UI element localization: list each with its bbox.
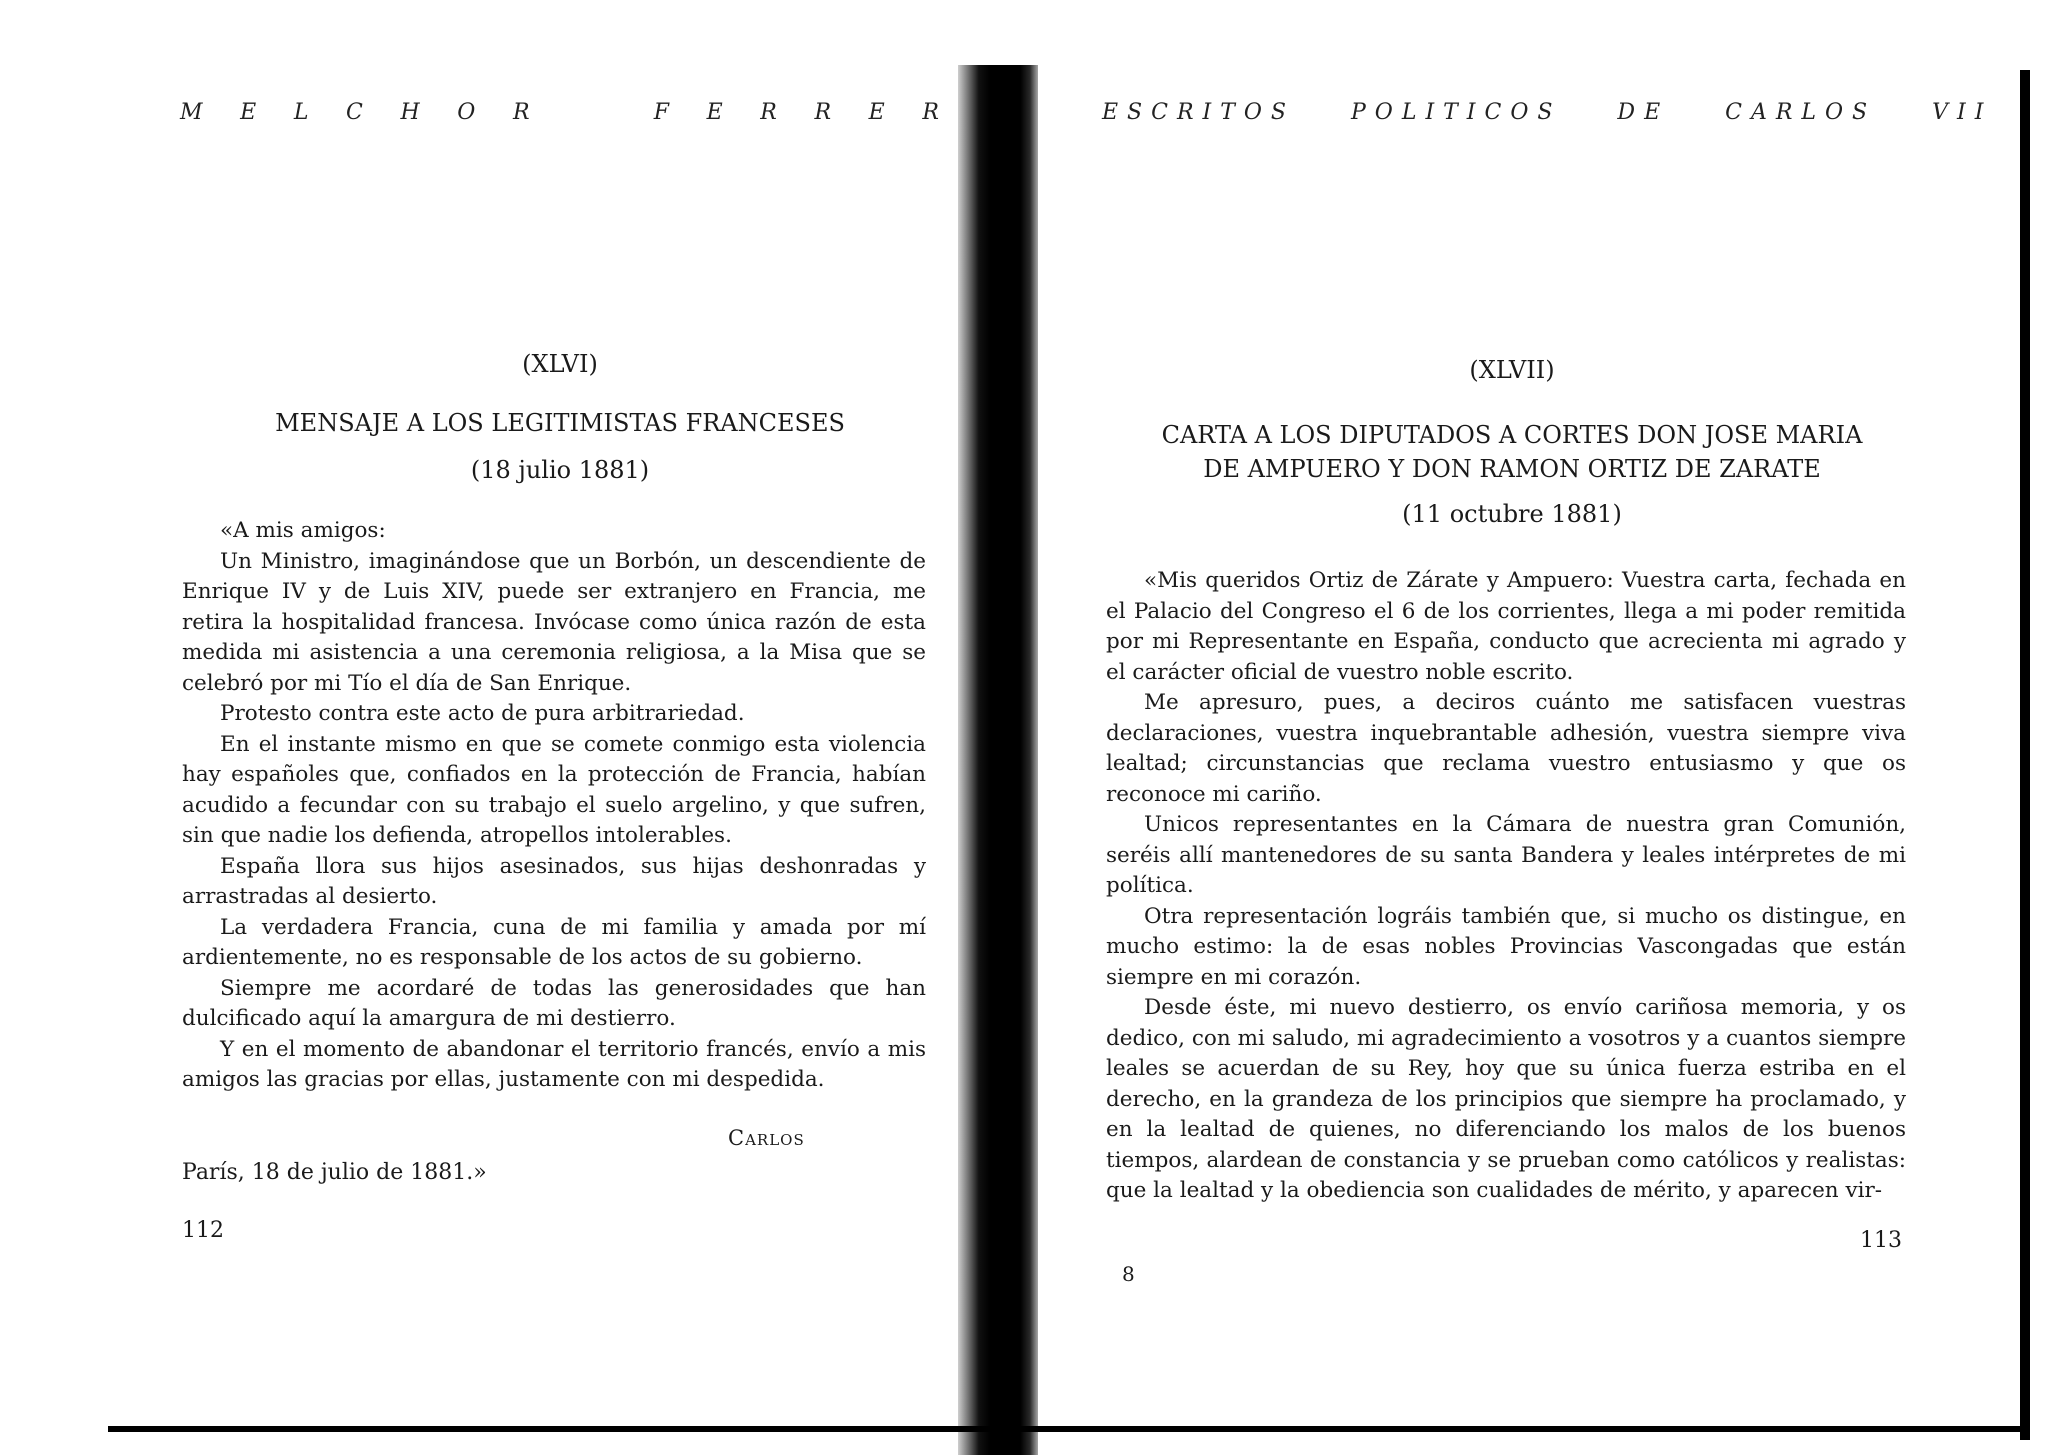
place-and-date: París, 18 de julio de 1881.» [182,1160,487,1185]
paragraph: Protesto contra este acto de pura arbitrariedad. [220,701,745,726]
document-title [1102,418,1922,486]
document-date: (11 octubre 1881) [1402,500,1622,528]
right-page [1050,0,2010,1442]
left-page [0,0,960,1442]
paragraph: Unicos representantes en la Cámara de nuestra gran Comunión, seréis allí mantenedores de su santa Bandera y leales intérpretes de mi política. [1106,812,1906,898]
running-head-letter: R [922,100,940,125]
book-gutter-shadow [958,65,1038,1455]
paragraph: «Mis queridos Ortiz de Zárate y Ampuero: Vuestra carta, fechada en el Palacio del Congreso el 6 de los corrientes, llega a mi poder remitida por mi Representante en España, conducto que acrecienta mi agrado y el carácter oficial de vuestro noble escrito. [1106,568,1906,685]
running-head-letter: E [706,100,724,125]
running-head-letter: C [346,100,364,125]
running-head-letter: F [653,100,670,125]
letter-body [182,516,926,1096]
running-head-letter: H [400,100,421,125]
page-number: 112 [182,1218,224,1243]
running-head-letter: R [760,100,778,125]
running-head-letter: E [240,100,258,125]
running-head-title: ESCRITOS POLITICOS DE CARLOS VII [1102,100,1993,125]
document-title: MENSAJE A LOS LEGITIMISTAS FRANCESES [275,409,845,437]
document-numeral: (XLVII) [1469,356,1555,384]
running-head-letter: O [457,100,477,125]
paragraph: Otra representación lográis también que, si mucho os distingue, en mucho estimo: la de esas nobles Provincias Vascongadas que están siempre en mi corazón. [1106,903,1906,990]
running-head-letter: R [512,100,531,125]
running-head-letter: E [868,100,886,125]
paragraph: En el instante mismo en que se comete conmigo esta violencia hay españoles que, confiados en la protección de Francia, habían acudido a fecundar con su trabajo el suelo argelino, y que sufren, sin que nadie los defienda, atropellos intolerables. [182,731,926,848]
paragraph: Y en el momento de abandonar el territorio francés, envío a mis amigos las gracias por ellas, justamente con mi despedida. [182,1036,926,1092]
paragraph: «A mis amigos: [220,518,386,543]
paragraph: Me apresuro, pues, a deciros cuánto me satisfacen vuestras declaraciones, vuestra inquebrantable adhesión, vuestra siempre viva lealtad; circunstancias que reclama vuestro entusiasmo y que os reconoce mi cariño. [1106,690,1906,807]
running-head-letter: M [180,100,204,125]
paragraph: Siempre me acordaré de todas las generosidades que han dulcificado aquí la amargura de mi destierro. [182,975,926,1031]
page-edge-shadow [2020,70,2030,1440]
signature: Carlos [728,1126,805,1150]
page-number: 113 [1860,1228,1902,1253]
running-head-letter: L [293,100,310,125]
letter-body [1106,566,1906,1207]
title-line: CARTA A LOS DIPUTADOS A CORTES DON JOSE MARIA [1161,421,1863,449]
document-date: (18 julio 1881) [470,456,650,484]
running-head-letter: R [814,100,833,125]
document-numeral: (XLVI) [522,350,598,378]
paragraph: España llora sus hijos asesinados, sus hijas deshonradas y arrastradas al desierto. [182,853,926,909]
paragraph: Desde éste, mi nuevo destierro, os envío cariñosa memoria, y os dedico, con mi saludo, mi agradecimiento a vosotros y a cuantos siempre leales se acuerdan de su Rey, hoy que su única fuerza estriba en el derecho, en la grandeza de los principios que siempre ha proclamado, y en la lealtad de quienes, no diferenciando los malos de los buenos tiempos, alardean de constancia y se prueban como católicos y realistas: que la lealtad y la obediencia son cualidades de mérito, y aparecen vir- [1106,995,1906,1203]
paragraph: La verdadera Francia, cuna de mi familia y amada por mí ardientemente, no es responsable de los actos de su gobierno. [182,914,926,970]
running-head-author [180,100,940,125]
signature-mark: 8 [1122,1262,1135,1286]
title-line: DE AMPUERO Y DON RAMON ORTIZ DE ZARATE [1203,455,1821,483]
paragraph: Un Ministro, imaginándose que un Borbón, un descendiente de Enrique IV y de Luis XIV, puede ser extranjero en Francia, me retira la hospitalidad francesa. Invócase como única razón de esta medida mi asistencia a una ceremonia religiosa, a la Misa que se celebró por mi Tío el día de San Enrique. [182,548,926,696]
